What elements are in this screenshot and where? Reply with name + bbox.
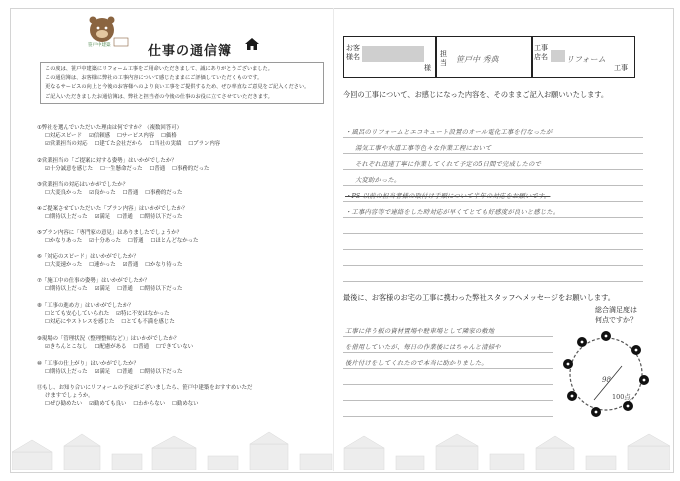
message-line: 後片付けをしてくれたので本当に助かりました。 bbox=[345, 360, 488, 367]
section1-heading: 今回の工事について、お感じになった内容を、そのままご記入お願いいたします。 bbox=[343, 90, 609, 99]
satisfaction-score: 98 bbox=[602, 376, 611, 384]
intro-box bbox=[40, 62, 324, 104]
option[interactable]: ☑きちんとこなし bbox=[45, 344, 88, 350]
question-2 bbox=[37, 157, 216, 173]
question-5 bbox=[37, 229, 205, 245]
option[interactable]: ☐ほとんどなかった bbox=[150, 238, 199, 244]
option[interactable]: ☐かなりあった bbox=[45, 238, 83, 244]
staff-name: 笹戸中 秀典 bbox=[456, 55, 499, 64]
option[interactable]: ☐事務的だった bbox=[145, 190, 183, 196]
mascot-logo-icon bbox=[80, 14, 132, 54]
option[interactable]: ☐速かった bbox=[89, 262, 116, 268]
option[interactable]: ☑満足 bbox=[94, 214, 111, 220]
option[interactable]: ☐価格 bbox=[161, 133, 177, 139]
question-text: ④ご提案させていただいた「プラン内容」はいかがでしたか？ bbox=[37, 206, 188, 212]
option[interactable]: ☐一生懸命だった bbox=[99, 166, 143, 172]
option[interactable]: ☐事務的だった bbox=[172, 166, 210, 172]
question-3 bbox=[37, 181, 189, 197]
option[interactable]: ☐かなり待った bbox=[145, 262, 183, 268]
satisfaction-title: 総合満足度は 何点ですか？ bbox=[595, 306, 637, 324]
option[interactable]: ☐期待以上だった bbox=[45, 286, 88, 292]
question-text: けますでしょうか。 bbox=[45, 393, 94, 399]
option[interactable]: ☐普通 bbox=[133, 344, 149, 350]
option[interactable]: ☐大変良かった bbox=[45, 190, 83, 196]
question-text: ⑨現場の「管理状況（整理整頓など）」はいかがでしたか？ bbox=[37, 336, 180, 342]
option[interactable]: ☑普通 bbox=[122, 262, 139, 268]
option[interactable]: ☐対応にやストレスを感じた bbox=[45, 319, 115, 325]
question-text: ⑪もし、お知り合いにリフォームの予定がございましたら、笹戸中建築をおすすめいただ bbox=[37, 385, 253, 391]
option[interactable]: ☐普通 bbox=[117, 369, 133, 375]
option[interactable]: ☐わからない bbox=[133, 401, 166, 407]
option[interactable]: ☑十分誠意を感じた bbox=[45, 166, 93, 172]
option[interactable]: ☐普通 bbox=[117, 214, 133, 220]
option[interactable]: ☐とても不満を感じた bbox=[121, 319, 175, 325]
option[interactable]: ☐期待以上だった bbox=[45, 214, 88, 220]
intro-line: この度は、笹戸中建築にリフォーム工事をご用命いただきまして、誠にありがとうございました。 bbox=[45, 66, 273, 72]
option[interactable]: ☐普通 bbox=[117, 286, 133, 292]
option[interactable]: ☑十分あった bbox=[89, 238, 121, 244]
page-title: 仕事の通信簿 bbox=[148, 44, 233, 59]
satisfaction-max: 100点 bbox=[612, 393, 631, 401]
fold-line bbox=[333, 8, 334, 471]
question-text: ②営業担当の「ご提案に対する姿勢」はいかがでしたか？ bbox=[37, 158, 177, 164]
section2-heading: 最後に、お客様のお宅の工事に携わった弊社スタッフへメッセージをお願いします。 bbox=[343, 293, 615, 302]
comment-line-struck: ・PS 以前の担当者様の取付け手順について半年の対応をお願いです。 bbox=[345, 193, 551, 200]
option[interactable]: ☐当社の実績 bbox=[149, 141, 182, 147]
comment-line: 大変助かった。 bbox=[355, 177, 401, 184]
question-text: ⑥「対応のスピード」はいかがでしたか？ bbox=[37, 254, 139, 260]
option[interactable]: ☐プラン内容 bbox=[188, 141, 221, 147]
house-skyline-decoration bbox=[12, 430, 670, 470]
option[interactable]: ☐普通 bbox=[149, 166, 166, 172]
option[interactable]: ☐対応スピード bbox=[45, 133, 82, 139]
contractor-name: リフォーム bbox=[566, 55, 606, 64]
question-4 bbox=[37, 205, 189, 221]
option[interactable]: ☐期待以下だった bbox=[139, 286, 183, 292]
comment-line: それぞれ迅速丁寧に作業してくれて予定の5日間で完成したので bbox=[355, 161, 542, 168]
question-text: ⑩「工事の仕上がり」はいかがでしたか？ bbox=[37, 361, 139, 367]
redacted-name bbox=[362, 46, 424, 62]
question-10 bbox=[37, 360, 189, 376]
option[interactable]: ☑信頼感 bbox=[88, 133, 110, 139]
intro-line: 更なるサービスの向上と今後のお客様へのより良い工事をご提供するため、ぜひ率直なご意見をご記入ください。 bbox=[45, 84, 310, 91]
customer-label: お客 様名 bbox=[346, 44, 360, 61]
comment-line: 湯気工事や水道工事等色々な作業工程において bbox=[355, 145, 492, 152]
option[interactable]: ☐期待以下だった bbox=[139, 369, 183, 375]
option[interactable]: ☐期待以上だった bbox=[45, 369, 88, 375]
question-text: ⑦「施工中の仕事の姿勢」はいかがでしたか？ bbox=[37, 278, 150, 284]
customer-suffix: 様 bbox=[424, 64, 431, 72]
question-7 bbox=[37, 277, 189, 293]
option[interactable]: ☐勧めない bbox=[172, 401, 199, 407]
contractor-suffix: 工事 bbox=[614, 64, 628, 72]
intro-line: この通信簿は、お客様に弊社の工事内容について感じたままにご評価していただくものです。 bbox=[45, 75, 263, 82]
option[interactable]: ☐普通 bbox=[122, 190, 139, 196]
wreath-icon bbox=[552, 322, 660, 424]
option[interactable]: ☐普通 bbox=[127, 238, 144, 244]
option[interactable]: ☑勧めても良い bbox=[89, 401, 127, 407]
question-9 bbox=[37, 335, 200, 351]
question-8 bbox=[37, 302, 182, 326]
option[interactable]: ☐ぜひ勧めたい bbox=[45, 401, 83, 407]
option[interactable]: ☐とても安心していられた bbox=[45, 311, 110, 317]
option[interactable]: ☑特に不安はなかった bbox=[116, 311, 170, 317]
contractor-label: 工事 店名 bbox=[534, 44, 548, 61]
question-11 bbox=[37, 384, 252, 408]
comment-line: ・風呂のリフォームとエコキュート設置のオール電化工事を行なったが bbox=[345, 129, 553, 136]
question-1 bbox=[37, 124, 227, 148]
option[interactable]: ☐大変速かった bbox=[45, 262, 83, 268]
option[interactable]: ☑営業担当の対応 bbox=[45, 141, 88, 147]
staff-label: 担当 bbox=[440, 50, 447, 67]
option[interactable]: ☑満足 bbox=[94, 369, 111, 375]
question-text: ⑤プラン内容に「専門家の意見」はありましたでしょうか？ bbox=[37, 230, 182, 236]
redacted-contractor bbox=[551, 50, 565, 62]
option[interactable]: ☐サービス内容 bbox=[116, 133, 155, 139]
comment-line: ・工事内容等で連絡をした時対応が早くてとても好感度が良いと感じた。 bbox=[345, 209, 560, 216]
option[interactable]: ☐建てた会社だから bbox=[94, 141, 143, 147]
question-text: ①弊社を選んでいただいた理由は何ですか？（複数回答可） bbox=[37, 125, 182, 131]
logo-text: 笹戸中建築 bbox=[88, 43, 111, 48]
house-icon bbox=[244, 37, 260, 51]
option[interactable]: ☐配慮がある bbox=[94, 344, 127, 350]
message-line: を借用していたが、毎日の作業後にはちゃんと清掃や bbox=[345, 344, 501, 351]
question-6 bbox=[37, 253, 189, 269]
question-text: ③営業担当の対応はいかがでしたか？ bbox=[37, 182, 129, 188]
intro-line: ご記入いただきましたお通信簿は、弊社と担当者の今後の仕事のお役に立てさせていただきます。 bbox=[45, 93, 273, 100]
message-line: 工事に伴う板の資材置場や駐車場として隣家の敷地 bbox=[345, 328, 495, 335]
option[interactable]: ☑満足 bbox=[94, 286, 111, 292]
option[interactable]: ☐できていない bbox=[156, 344, 194, 350]
option[interactable]: ☑良かった bbox=[89, 190, 116, 196]
question-text: ⑧「工事の進め方」はいかがでしたか？ bbox=[37, 303, 134, 309]
option[interactable]: ☐期待以下だった bbox=[139, 214, 183, 220]
